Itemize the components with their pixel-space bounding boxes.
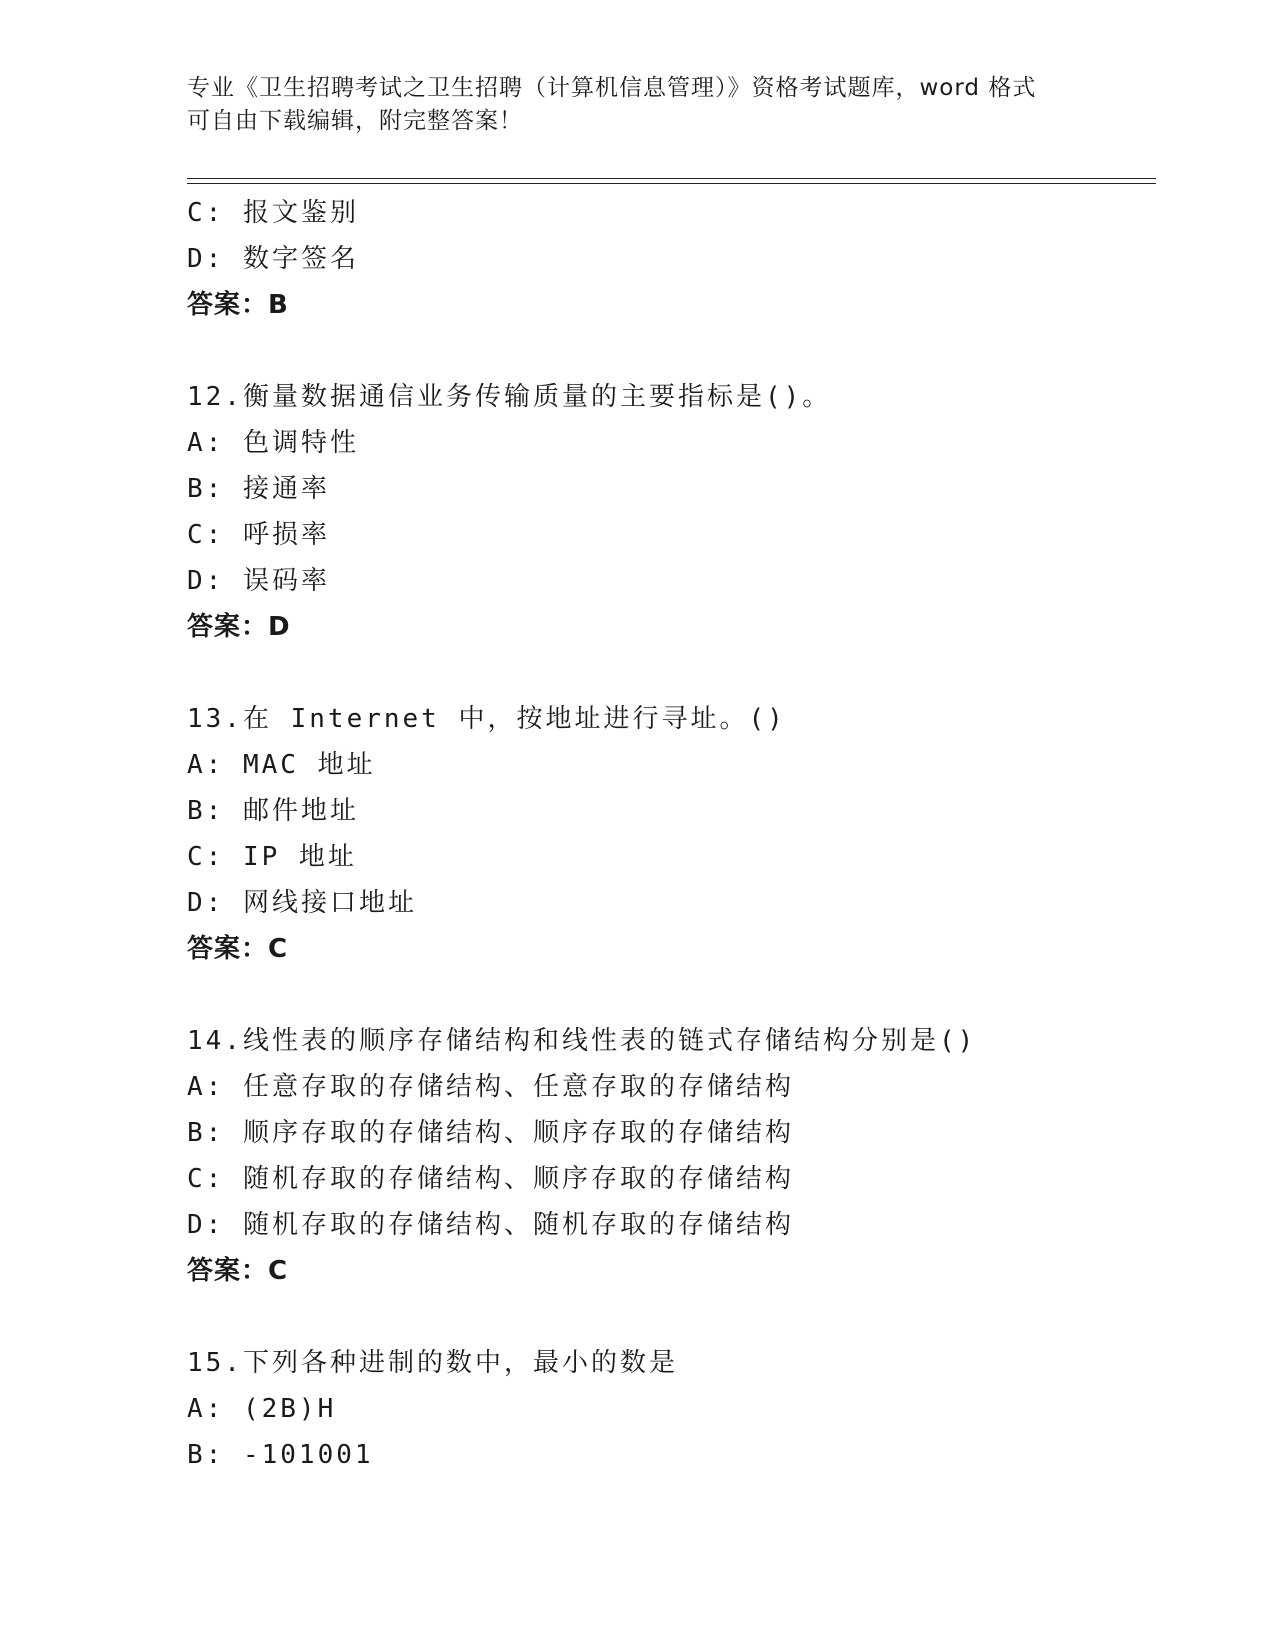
option-d: D: 误码率 (187, 566, 330, 596)
option-c: C: 随机存取的存储结构、顺序存取的存储结构 (187, 1164, 794, 1194)
header-line-1: 专业《卫生招聘考试之卫生招聘（计算机信息管理）》资格考试题库，word 格式 (187, 75, 1037, 101)
question-stem: 15.下列各种进制的数中，最小的数是 (187, 1348, 678, 1378)
option-d: D: 数字签名 (187, 244, 359, 274)
question-stem: 14.线性表的顺序存储结构和线性表的链式存储结构分别是() (187, 1026, 977, 1056)
answer-line: 答案：C (187, 934, 289, 964)
option-a: A: MAC 地址 (187, 750, 376, 780)
spacer (187, 1294, 1147, 1340)
answer-line: 答案：B (187, 290, 289, 320)
option-c: C: 呼损率 (187, 520, 330, 550)
header-line-2: 可自由下载编辑，附完整答案！ (187, 108, 523, 134)
spacer (187, 972, 1147, 1018)
option-a: A: (2B)H (187, 1394, 337, 1424)
option-a: A: 色调特性 (187, 428, 359, 458)
answer-line: 答案：D (187, 612, 291, 642)
header-divider-bottom (187, 183, 1156, 184)
option-a: A: 任意存取的存储结构、任意存取的存储结构 (187, 1072, 794, 1102)
spacer (187, 650, 1147, 696)
option-c: C: 报文鉴别 (187, 198, 359, 228)
option-d: D: 网线接口地址 (187, 888, 417, 918)
document-header (187, 72, 1087, 138)
question-stem: 12.衡量数据通信业务传输质量的主要指标是()。 (187, 382, 832, 412)
spacer (187, 328, 1147, 374)
answer-line: 答案：C (187, 1256, 289, 1286)
option-c: C: IP 地址 (187, 842, 357, 872)
option-b: B: 邮件地址 (187, 796, 359, 826)
option-b: B: -101001 (187, 1440, 374, 1470)
header-divider-top (187, 178, 1156, 179)
option-b: B: 接通率 (187, 474, 330, 504)
question-stem: 13.在 Internet 中，按地址进行寻址。() (187, 704, 786, 734)
option-d: D: 随机存取的存储结构、随机存取的存储结构 (187, 1210, 794, 1240)
option-b: B: 顺序存取的存储结构、顺序存取的存储结构 (187, 1118, 794, 1148)
question-list (187, 190, 1147, 1478)
